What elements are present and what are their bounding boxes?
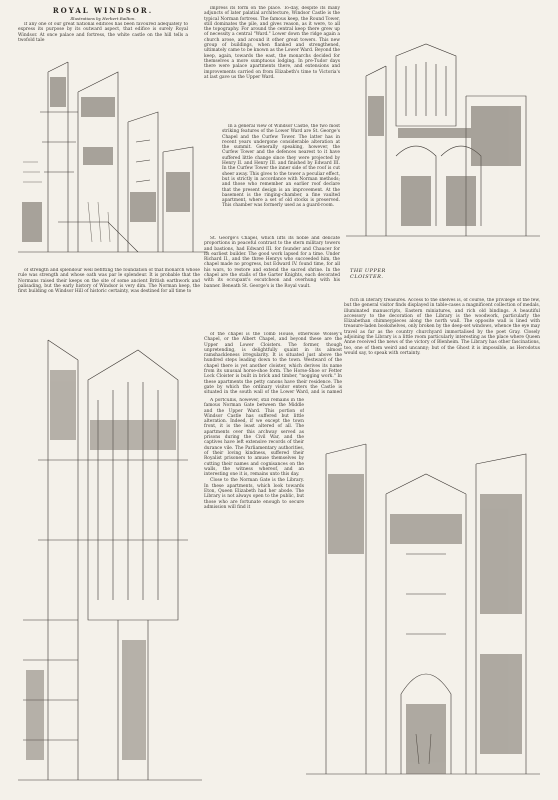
article-col2-mid — [222, 124, 340, 234]
article-col1-mid — [18, 268, 200, 314]
paragraph: of the chapel is the Tomb House, otherwise Wolsey's Chapel, or the Albert Chapel, and beyond these are the Upper and Lower Cloisters. The former, though unpretending, is delightfully quaint in its almost ramshackleness irregularity. It is situated just above the hundred steps leading down to the town. Westward of the chapel there is yet another cloister, which derives its name from its unusual horse-shoe form. The Horse-Shoe or Fetter Lock Cloister is built in brick and timber, "nogging work." In these apartments the petty canons have their residence. The gate by which the ordinary visitor enters the Castle is situated in the south wall of the Lower Ward, and is named — [204, 332, 342, 396]
page-title: ROYAL WINDSOR. — [52, 6, 154, 15]
paragraph: Close to the Norman Gate is the Library. In these apartments, which look towards Eton, Queen Elizabeth had her abode. The Library is not always open to the public, but those who are fortunate enough to secure admission will find it — [204, 478, 304, 510]
paragraph: A portcullis, however, still remains in the famous Norman Gate between the Middle and the Upper Ward. This portion of Windsor Castle has suffered but little alteration. Indeed, if we except the town front, it is the least altered of all. The apartments over this archway served as prisons during the Civil War, and the captives have left extensive records of their durance vile. The Parliamentary authorities, of their loving kindness, suffered their Royalist prisoners to amuse themselves by cutting their names and cognisances on the walls, the witness whereof, and an interesting one it is, remains unto this day. — [204, 398, 304, 478]
illustration-cloister-interior — [18, 320, 202, 794]
paragraph: of strength and splendour well befitting the foundation of that monarch whose rule was strength and whose oath was par le splendeur. It is probable that the Normans raised their keeps on the site of some ancient British earthwork and palisading, but the early history of Windsor is very dim. The Norman keep, the first building on Windsor Hill of historic certainty, was destined for all time to — [18, 268, 200, 295]
article-col2-top — [204, 6, 340, 124]
article-col2-mid2 — [204, 236, 340, 330]
paragraph: In a general view of Windsor Castle, the two most striking features of the Lower Ward are St. George's Chapel and the Curfew Tower. The latter has in recent years undergone considerable alteration at the summit. Generally speaking, however, the Curfew Tower and the defences nearest to it have suffered little change since they were projected by Henry II. and Henry III. and finished by Edward III. In the Curfew Tower the inner side of the roof is cut sheer away. This gives to the tower a peculiar effect, but is strictly in accordance with Norman methods; and those who remember an earlier roof declare that the present design is an improvement. At the basement is the ringing-chamber, a fine vaulted apartment, where a set of old stocks is preserved. This chamber was formerly used as a guard-room. — [222, 124, 340, 209]
cloister-interior-drawing — [18, 320, 202, 794]
paragraph: impress its form on the place. To-day, despite its many adjuncts of later palatial architecture, Windsor Castle is the typical Norman fortress. The famous keep, the Round Tower, still dominates the pile, and gives reason, as it were, to all the topography. For around the central keep there grew up of necessity a central "Ward." Lower down the ridge again a church arose, and around it other great towers. This new group of buildings, when flanked and strengthened, ultimately came to be known as the Lower Ward. Beyond the keep, again, towards the east, the monarchs decided for themselves a more sumptuous lodging. In pre-Tudor days there were palace apartments there, and extensions and improvements carried on from Elizabeth's time to Victoria's at last gave us the Upper Ward. — [204, 6, 340, 80]
street-scene-drawing — [18, 52, 208, 264]
norman-gate-drawing — [306, 434, 540, 794]
article-col2-lower-narrow — [204, 398, 304, 794]
paragraph: rich in literary treasures. Access to the shelves is, of course, the privilege of the few, but the general visitor finds displayed in table-cases a magnificent collection of medals, illuminated manuscripts, Eastern miniatures, and rich old bindings. A beautiful accessory to the decoration of the Library is the woodwork, particularly the Elizabethan chimneypieces along the north wall. The opposite wall is lined with treasure-laden bookshelves, only broken by the deep-set windows, whence the eye may travel as far as the country churchyard immortalised by the poet Gray. Closely adjoining the Library is a little room particularly interesting as the place where Queen Anne received the news of the victory of Blenheim. The Library has other fascinations, too, one of them weird and uncanny; but of the Ghost it is impossible, as Herodotus would say, to speak with certainty. — [344, 298, 540, 356]
illustration-norman-gate — [306, 434, 540, 794]
caption-upper-cloister: THE UPPER CLOISTER. — [350, 268, 386, 280]
upper-cloister-drawing — [346, 36, 540, 262]
paragraph: St. George's Chapel, which lifts its noble and delicate proportions in peaceful contrast to the stern military towers and bastions, had Edward III. for founder and Chaucer for its earliest builder. The good work lapsed for a time. Under Richard II., and the three Henrys who succeeded him, the chapel made no progress, but Edward IV. found time, for all his wars, to restore and extend the sacred shrine. In the chapel are the stalls of the Garter Knights, each decorated with its occupant's escutcheon and overhung with his banner. Beneath St. George's is the Royal vault. — [204, 236, 340, 289]
article-col2-lower — [204, 332, 342, 396]
illustration-street-scene — [18, 52, 208, 264]
illustration-credit: Illustrations by Herbert Railton. — [70, 16, 136, 21]
paragraph: If any one of our great national edifices has been favoured adequately to express its purpose by its outward aspect, that edifice is surely Royal Windsor. At once palace and fortress, the white castle on the hill tells a twofold tale — [18, 22, 188, 43]
article-col1-top — [18, 22, 188, 52]
article-col3-mid — [344, 298, 540, 430]
illustration-upper-cloister — [346, 36, 540, 262]
